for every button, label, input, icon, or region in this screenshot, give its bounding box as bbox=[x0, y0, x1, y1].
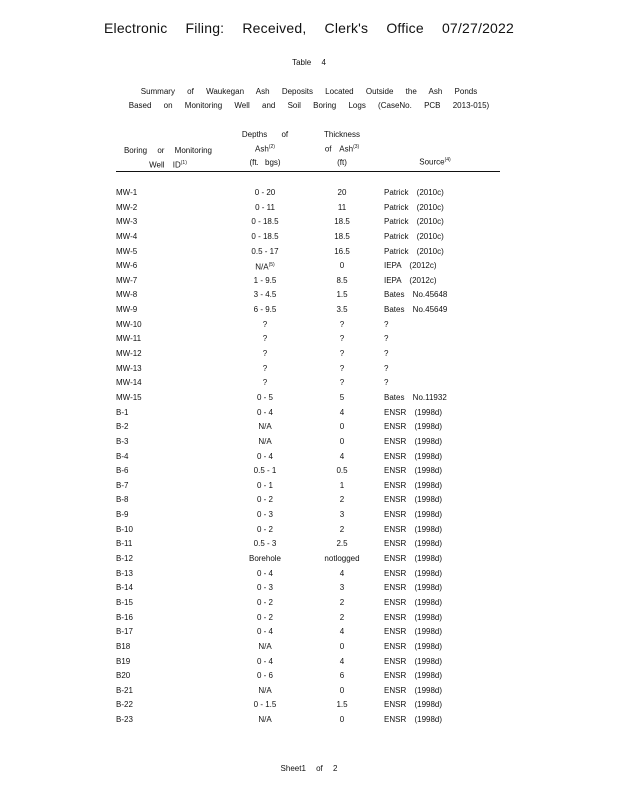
cell-ash-depth: 0 - 2 bbox=[256, 495, 273, 505]
table-row bbox=[0, 203, 618, 218]
table-row bbox=[0, 437, 618, 452]
cell-ash-thickness: 4 bbox=[339, 656, 345, 666]
cell-ash-thickness: 2.5 bbox=[336, 539, 348, 549]
cell-ash-thickness: 1.5 bbox=[336, 290, 348, 300]
cell-ash-thickness: 0 bbox=[339, 715, 345, 725]
cell-well-id: B-3 bbox=[116, 436, 129, 446]
table-row bbox=[0, 686, 618, 701]
table-row bbox=[0, 642, 618, 657]
cell-source: Patrick (2010c) bbox=[384, 246, 444, 256]
header-boring-note: (1) bbox=[180, 160, 187, 166]
header-source-label: Source bbox=[419, 157, 445, 167]
cell-well-id: MW-12 bbox=[116, 349, 142, 359]
cell-ash-thickness: 5 bbox=[339, 392, 345, 402]
table-row bbox=[0, 232, 618, 247]
table-row bbox=[0, 334, 618, 349]
cell-well-id: MW-8 bbox=[116, 290, 138, 300]
cell-source: ? bbox=[384, 319, 389, 329]
cell-ash-depth: 0 - 5 bbox=[256, 392, 273, 402]
header-depth-line-3: (ft. bgs) bbox=[249, 157, 281, 167]
table-row bbox=[0, 613, 618, 628]
table-row bbox=[0, 598, 618, 613]
header-depth bbox=[225, 128, 305, 169]
cell-ash-thickness: 1 bbox=[339, 480, 345, 490]
cell-source: ENSR (1998d) bbox=[384, 436, 443, 446]
cell-well-id: B-8 bbox=[116, 495, 129, 505]
header-source bbox=[410, 154, 460, 169]
cell-ash-depth: 0 - 18.5 bbox=[251, 217, 279, 227]
cell-ash-depth: ? bbox=[262, 349, 268, 359]
cell-ash-thickness: 0 bbox=[339, 436, 345, 446]
cell-source: ENSR (1998d) bbox=[384, 568, 443, 578]
cell-ash-thickness: 4 bbox=[339, 407, 345, 417]
header-boring-line-1: Boring or Monitoring bbox=[123, 146, 213, 155]
cell-source: ENSR (1998d) bbox=[384, 700, 443, 710]
table-row bbox=[0, 276, 618, 291]
cell-source: Patrick (2010c) bbox=[384, 231, 444, 241]
cell-source: Bates No.45649 bbox=[384, 305, 448, 315]
cell-ash-depth: 6 - 9.5 bbox=[253, 305, 277, 315]
table-row bbox=[0, 554, 618, 569]
cell-ash-depth: N/A bbox=[258, 422, 272, 432]
cell-ash-depth: 0 - 1 bbox=[256, 480, 273, 490]
table-row bbox=[0, 627, 618, 642]
cell-ash-thickness: 0 bbox=[339, 685, 345, 695]
cell-well-id: B-14 bbox=[116, 583, 133, 593]
cell-source: ENSR (1998d) bbox=[384, 539, 443, 549]
cell-ash-depth: 0 - 3 bbox=[256, 510, 273, 520]
cell-ash-depth: 0 - 2 bbox=[256, 612, 273, 622]
table-row bbox=[0, 422, 618, 437]
table-row bbox=[0, 715, 618, 730]
cell-ash-thickness: 18.5 bbox=[334, 231, 350, 241]
cell-ash-depth: N/A bbox=[258, 685, 272, 695]
cell-well-id: B-23 bbox=[116, 715, 133, 725]
cell-ash-depth: ? bbox=[262, 334, 268, 344]
cell-ash-thickness: ? bbox=[339, 363, 345, 373]
cell-ash-thickness: 3 bbox=[339, 510, 345, 520]
table-row bbox=[0, 217, 618, 232]
table-row bbox=[0, 188, 618, 203]
cell-source: IEPA (2012c) bbox=[384, 275, 437, 285]
cell-ash-thickness: 0.5 bbox=[336, 466, 348, 476]
cell-source: ENSR (1998d) bbox=[384, 671, 443, 681]
cell-ash-thickness: ? bbox=[339, 334, 345, 344]
cell-ash-depth: ? bbox=[262, 363, 268, 373]
cell-ash-depth: 0 - 6 bbox=[256, 671, 273, 681]
cell-ash-depth: 0.5 - 1 bbox=[253, 466, 277, 476]
table-row bbox=[0, 583, 618, 598]
cell-ash-thickness: 0 bbox=[339, 422, 345, 432]
cell-ash-thickness: ? bbox=[339, 349, 345, 359]
cell-well-id: MW-14 bbox=[116, 378, 142, 388]
cell-ash-thickness: 3.5 bbox=[336, 305, 348, 315]
cell-ash-thickness: 8.5 bbox=[336, 275, 348, 285]
table-row bbox=[0, 290, 618, 305]
cell-ash-thickness: notlogged bbox=[324, 554, 360, 564]
cell-well-id: B-6 bbox=[116, 466, 129, 476]
cell-ash-thickness: 0 bbox=[339, 641, 345, 651]
cell-source: ENSR (1998d) bbox=[384, 597, 443, 607]
cell-ash-thickness: 16.5 bbox=[334, 246, 350, 256]
cell-source: ENSR (1998d) bbox=[384, 656, 443, 666]
cell-ash-depth: 0 - 4 bbox=[256, 656, 273, 666]
table-row bbox=[0, 495, 618, 510]
cell-well-id: B19 bbox=[116, 656, 131, 666]
table-row bbox=[0, 305, 618, 320]
cell-ash-thickness: 18.5 bbox=[334, 217, 350, 227]
header-depth-line-2: Ash bbox=[255, 144, 269, 154]
cell-well-id: B-1 bbox=[116, 407, 129, 417]
cell-ash-thickness: 1.5 bbox=[336, 700, 348, 710]
cell-well-id: MW-15 bbox=[116, 392, 142, 402]
cell-source: ENSR (1998d) bbox=[384, 627, 443, 637]
header-thickness bbox=[312, 128, 372, 169]
cell-source: ? bbox=[384, 378, 389, 388]
cell-ash-depth: ? bbox=[262, 378, 268, 388]
cell-well-id: MW-6 bbox=[116, 261, 138, 271]
cell-well-id: B-4 bbox=[116, 451, 129, 461]
table-row bbox=[0, 539, 618, 554]
cell-well-id: B-17 bbox=[116, 627, 133, 637]
cell-ash-depth: N/A bbox=[258, 641, 272, 651]
cell-ash-thickness: 2 bbox=[339, 597, 345, 607]
cell-ash-thickness: ? bbox=[339, 319, 345, 329]
cell-source: ? bbox=[384, 349, 389, 359]
table-body bbox=[0, 188, 618, 730]
header-thickness-line-1: Thickness bbox=[323, 130, 360, 139]
table-row bbox=[0, 408, 618, 423]
cell-ash-thickness: 4 bbox=[339, 451, 345, 461]
cell-well-id: B-9 bbox=[116, 510, 129, 520]
cell-well-id: B-13 bbox=[116, 568, 133, 578]
cell-well-id: B-7 bbox=[116, 480, 129, 490]
table-row bbox=[0, 247, 618, 262]
cell-ash-depth: 0.5 - 3 bbox=[253, 539, 277, 549]
cell-ash-depth: 0 - 2 bbox=[256, 597, 273, 607]
cell-source: Patrick (2010c) bbox=[384, 217, 444, 227]
cell-ash-depth: N/A bbox=[258, 715, 272, 725]
cell-ash-depth: 0 - 4 bbox=[256, 568, 273, 578]
cell-well-id: B20 bbox=[116, 671, 131, 681]
sheet-footer: Sheet1 of 2 bbox=[280, 764, 338, 773]
cell-well-id: B-2 bbox=[116, 422, 129, 432]
table-row bbox=[0, 349, 618, 364]
cell-source: ENSR (1998d) bbox=[384, 480, 443, 490]
cell-source: ENSR (1998d) bbox=[384, 641, 443, 651]
cell-source: ENSR (1998d) bbox=[384, 510, 443, 520]
cell-depth-note: (5) bbox=[268, 262, 275, 269]
header-depth-note: (2) bbox=[268, 144, 275, 150]
table-title: Table 4 bbox=[292, 58, 326, 67]
cell-ash-thickness: 0 bbox=[339, 261, 345, 271]
cell-ash-thickness: 2 bbox=[339, 612, 345, 622]
table-row bbox=[0, 510, 618, 525]
cell-source: Bates No.45648 bbox=[384, 290, 448, 300]
table-row bbox=[0, 452, 618, 467]
header-boring-id bbox=[118, 144, 218, 172]
table-row bbox=[0, 569, 618, 584]
header-rule bbox=[116, 171, 500, 172]
header-boring-line-2: Well ID bbox=[149, 160, 181, 170]
cell-ash-thickness: 4 bbox=[339, 568, 345, 578]
cell-source: ENSR (1998d) bbox=[384, 583, 443, 593]
table-caption-line-2: Based on Monitoring Well and Soil Boring Logs (CaseNo. PCB 2013-015) bbox=[128, 101, 490, 110]
table-row bbox=[0, 466, 618, 481]
cell-ash-depth: 0 - 3 bbox=[256, 583, 273, 593]
cell-well-id: MW-11 bbox=[116, 334, 142, 344]
cell-source: ENSR (1998d) bbox=[384, 495, 443, 505]
cell-ash-depth: 0 - 4 bbox=[256, 407, 273, 417]
cell-ash-depth: 0 - 18.5 bbox=[251, 231, 279, 241]
cell-ash-thickness: 20 bbox=[337, 188, 347, 197]
cell-well-id: MW-9 bbox=[116, 305, 138, 315]
header-source-note: (4) bbox=[444, 157, 451, 163]
cell-ash-depth: 1 - 9.5 bbox=[253, 275, 277, 285]
cell-ash-thickness: 11 bbox=[337, 202, 347, 212]
cell-source: ENSR (1998d) bbox=[384, 554, 443, 564]
table-row bbox=[0, 525, 618, 540]
cell-ash-depth: 0 - 11 bbox=[255, 202, 275, 212]
table-row bbox=[0, 657, 618, 672]
header-thickness-line-3: (ft) bbox=[337, 157, 347, 167]
cell-ash-depth: $N/A^{(5)}$ bbox=[255, 262, 275, 272]
cell-ash-depth: 3 - 4.5 bbox=[253, 290, 277, 300]
cell-ash-depth: 0 - 2 bbox=[256, 524, 273, 534]
cell-ash-depth: ? bbox=[262, 319, 268, 329]
cell-ash-depth: 0 - 1.5 bbox=[253, 700, 277, 710]
cell-well-id: MW-10 bbox=[116, 319, 142, 329]
header-thickness-note: (3) bbox=[353, 144, 360, 150]
cell-source: IEPA (2012c) bbox=[384, 261, 437, 271]
cell-well-id: MW-3 bbox=[116, 217, 138, 227]
cell-ash-depth: Borehole bbox=[248, 554, 282, 564]
cell-ash-thickness: 3 bbox=[339, 583, 345, 593]
table-row bbox=[0, 700, 618, 715]
table-row bbox=[0, 378, 618, 393]
cell-source: ENSR (1998d) bbox=[384, 715, 443, 725]
cell-source: ENSR (1998d) bbox=[384, 524, 443, 534]
cell-well-id: MW-4 bbox=[116, 231, 138, 241]
filing-header: Electronic Filing: Received, Clerk's Office 07/27/2022 bbox=[103, 20, 515, 36]
cell-well-id: B18 bbox=[116, 641, 131, 651]
cell-well-id: B-22 bbox=[116, 700, 133, 710]
cell-well-id: MW-13 bbox=[116, 363, 142, 373]
cell-ash-depth: N/A bbox=[258, 436, 272, 446]
cell-source: Patrick (2010c) bbox=[384, 202, 444, 212]
cell-well-id: MW-2 bbox=[116, 202, 138, 212]
cell-source: ENSR (1998d) bbox=[384, 466, 443, 476]
cell-well-id: B-16 bbox=[116, 612, 133, 622]
cell-source: Patrick (2010c) bbox=[384, 188, 444, 197]
cell-ash-thickness: 6 bbox=[339, 671, 345, 681]
cell-well-id: B-12 bbox=[116, 554, 133, 564]
cell-well-id: B-11 bbox=[116, 539, 133, 549]
cell-well-id: B-21 bbox=[116, 685, 133, 695]
header-depth-line-1: Depths of bbox=[241, 130, 289, 139]
table-row bbox=[0, 671, 618, 686]
cell-well-id: MW-5 bbox=[116, 246, 138, 256]
cell-source: ENSR (1998d) bbox=[384, 451, 443, 461]
table-row bbox=[0, 364, 618, 379]
cell-source: Bates No.11932 bbox=[384, 392, 447, 402]
cell-ash-thickness: 2 bbox=[339, 495, 345, 505]
cell-source: ENSR (1998d) bbox=[384, 407, 443, 417]
cell-source: ? bbox=[384, 363, 389, 373]
cell-ash-thickness: ? bbox=[339, 378, 345, 388]
cell-ash-depth: 0 - 4 bbox=[256, 451, 273, 461]
cell-ash-thickness: 4 bbox=[339, 627, 345, 637]
table-row bbox=[0, 261, 618, 276]
cell-well-id: MW-7 bbox=[116, 275, 138, 285]
cell-well-id: B-15 bbox=[116, 597, 133, 607]
cell-ash-depth: 0.5 - 17 bbox=[251, 246, 279, 256]
table-row bbox=[0, 393, 618, 408]
cell-source: ENSR (1998d) bbox=[384, 422, 443, 432]
header-thickness-line-2: of Ash bbox=[324, 144, 354, 154]
cell-well-id: B-10 bbox=[116, 524, 133, 534]
cell-source: ENSR (1998d) bbox=[384, 685, 443, 695]
cell-source: ? bbox=[384, 334, 389, 344]
table-row bbox=[0, 481, 618, 496]
cell-well-id: MW-1 bbox=[116, 188, 138, 197]
table-caption-line-1: Summary of Waukegan Ash Deposits Located Outside the Ash Ponds bbox=[140, 87, 478, 96]
cell-ash-depth: 0 - 20 bbox=[254, 188, 276, 197]
cell-ash-thickness: 2 bbox=[339, 524, 345, 534]
table-row bbox=[0, 320, 618, 335]
cell-source: ENSR (1998d) bbox=[384, 612, 443, 622]
cell-ash-depth: 0 - 4 bbox=[256, 627, 273, 637]
